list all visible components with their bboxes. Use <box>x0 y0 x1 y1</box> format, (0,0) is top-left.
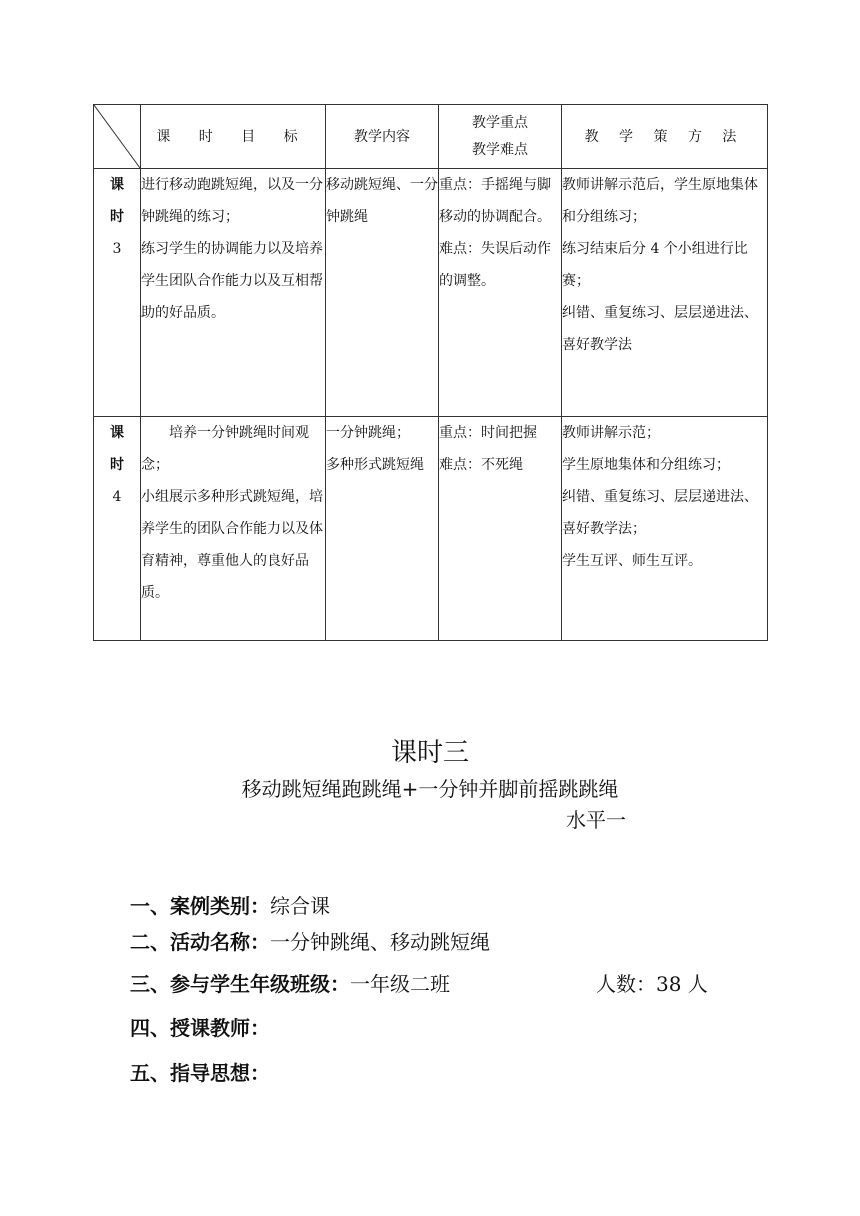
level-label: 水平一 <box>566 808 626 832</box>
header-method: 教 学 策 方 法 <box>562 105 768 169</box>
table-header-row <box>94 105 768 169</box>
lesson-label: 课 时 3 <box>94 169 141 417</box>
case-category: 一、案例类别：综合课 <box>130 894 330 918</box>
content-cell: 移动跳短绳、一分钟跳绳 <box>326 169 439 417</box>
lesson-label: 课 时 4 <box>94 417 141 641</box>
method-cell: 教师讲解示范； 学生原地集体和分组练习； 纠错、重复练习、层层递进法、喜好教学法； 学生互评、师生互评。 <box>562 417 768 641</box>
goal-cell: 进行移动跑跳短绳，以及一分钟跳绳的练习； 练习学生的协调能力以及培养学生团队合作能力以及互相帮助的好品质。 <box>141 169 326 417</box>
header-content: 教学内容 <box>326 105 439 169</box>
content-cell: 一分钟跳绳； 多种形式跳短绳 <box>326 417 439 641</box>
focus-cell: 重点：手摇绳与脚移动的协调配合。 难点：失误后动作的调整。 <box>439 169 562 417</box>
lesson-title: 课时三 <box>390 738 469 768</box>
method-cell: 教师讲解示范后，学生原地集体和分组练习； 练习结束后分 4 个小组进行比赛； 纠错、重复练习、层层递进法、喜好教学法 <box>562 169 768 417</box>
lesson-subtitle: 移动跳短绳跑跳绳+一分钟并脚前摇跳跳绳 <box>241 777 619 801</box>
teacher: 四、授课教师： <box>130 1016 270 1040</box>
activity-name: 二、活动名称：一分钟跳绳、移动跳短绳 <box>130 930 490 954</box>
student-count: 人数：38 人 <box>596 972 708 996</box>
diagonal-corner-cell <box>94 105 141 169</box>
table-row <box>94 169 768 417</box>
focus-cell: 重点：时间把握 难点：不死绳 <box>439 417 562 641</box>
header-focus: 教学重点 教学难点 <box>439 105 562 169</box>
guiding-idea: 五、指导思想： <box>130 1061 270 1085</box>
lesson-plan-table <box>93 104 768 641</box>
grade-class: 三、参与学生年级班级：一年级二班 <box>130 972 450 996</box>
header-goal: 课 时 目 标 <box>141 105 326 169</box>
goal-cell: 培养一分钟跳绳时间观念； 小组展示多种形式跳短绳，培养学生的团队合作能力以及体育精神，尊重他人的良好品质。 <box>141 417 326 641</box>
table-row <box>94 417 768 641</box>
